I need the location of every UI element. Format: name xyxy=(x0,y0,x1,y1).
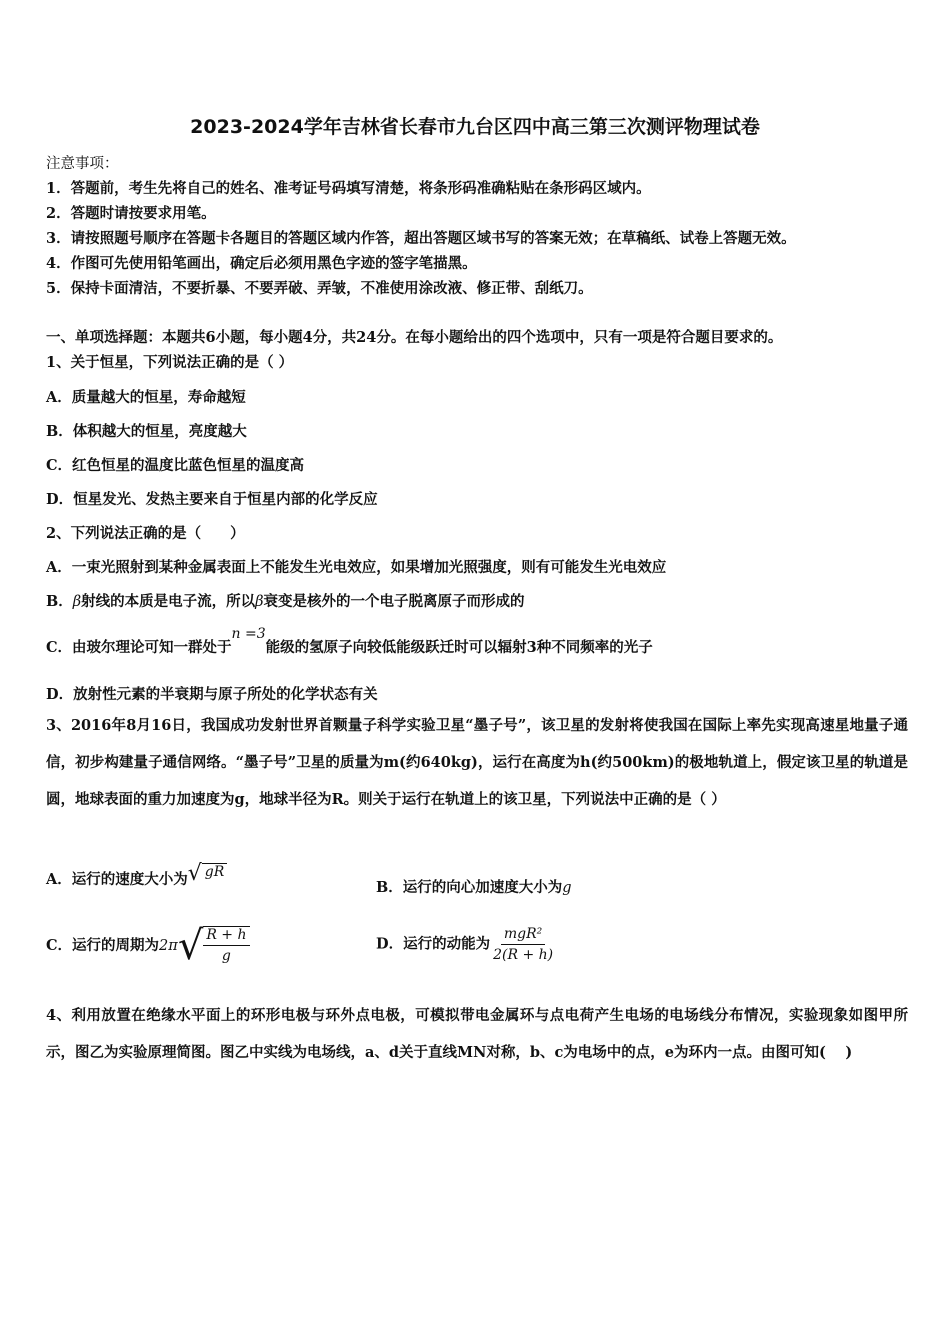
period-formula: √ $\frac{R + h}{g}$ xyxy=(178,926,250,966)
q3-option-c: C．运行的周期为2π √ $\frac{R + h}{g}$ xyxy=(46,926,250,966)
page-title: 2023-2024学年吉林省长春市九台区四中高三第三次测评物理试卷 xyxy=(190,116,760,138)
q4-stem: 4、利用放置在绝缘水平面上的环形电极与环外点电极，可模拟带电金属环与点电荷产生电场的电场线分布情况，实验现象如图甲所示，图乙为实验原理简图。图乙中实线为电场线，a、d关于直线MN对称，b、c为电场中的点，e为环内一点。由图可知( ) xyxy=(46,1007,908,1061)
q3-option-b: B．运行的向心加速度大小为g xyxy=(376,879,572,896)
notice-item-2: 2．答题时请按要求用笔。 xyxy=(46,205,216,222)
beta-symbol: β xyxy=(255,594,264,610)
q1-option-b: B．体积越大的恒星，亮度越大 xyxy=(46,423,247,440)
q3-option-a: A．运行的速度大小为 √ gR xyxy=(46,868,227,891)
notice-heading: 注意事项： xyxy=(46,156,119,172)
notice-item-3: 3．请按照题号顺序在答题卡各题目的答题区域内作答，超出答题区域书写的答案无效；在草稿纸、试卷上答题无效。 xyxy=(46,230,796,247)
q1-option-a: A．质量越大的恒星，寿命越短 xyxy=(46,389,246,406)
notice-item-1: 1．答题前，考生先将自己的姓名、准考证号码填写清楚，将条形码准确粘贴在条形码区域内。 xyxy=(46,180,651,197)
q1-option-c: C．红色恒星的温度比蓝色恒星的温度高 xyxy=(46,457,305,474)
q2-option-a: A．一束光照射到某种金属表面上不能发生光电效应，如果增加光照强度，则有可能发生光电效应 xyxy=(46,559,667,576)
section-heading: 一、单项选择题：本题共6小题，每小题4分，共24分。在每小题给出的四个选项中，只有一项是符合题目要求的。 xyxy=(46,329,783,346)
sqrt-formula: √ gR xyxy=(188,863,228,885)
q3-stem: 3、2016年8月16日，我国成功发射世界首颗量子科学实验卫星“墨子号”，该卫星的发射将使我国在国际上率先实现高速星地量子通信，初步构建量子通信网络。“墨子号”卫星的质量为m(约640kg)，运行在高度为h(约500km)的极地轨道上，假定该卫星的轨道是圆，地球表面的重力加速度为g，地球半径为R。则关于运行在轨道上的该卫星，下列说法中正确的是（ ） xyxy=(46,717,908,808)
notice-item-4: 4．作图可先使用铅笔画出，确定后必须用黑色字迹的签字笔描黑。 xyxy=(46,255,477,272)
q2-option-d: D．放射性元素的半衰期与原子所处的化学状态有关 xyxy=(46,686,378,703)
kinetic-energy-formula: $\frac{\text{mgR²}}{2(R + h)}$ xyxy=(493,926,554,963)
energy-level-formula: n =3 xyxy=(231,626,266,642)
notice-item-5: 5．保持卡面清洁，不要折暴、不要弄破、弄皱，不准使用涂改液、修正带、刮纸刀。 xyxy=(46,280,593,297)
q1-stem: 1、关于恒星，下列说法正确的是（ ） xyxy=(46,354,294,371)
q1-option-d: D．恒星发光、发热主要来自于恒星内部的化学反应 xyxy=(46,491,378,508)
q2-option-c: C．由玻尔理论可知一群处于n =3能级的氢原子向较低能级跃迁时可以辐射3种不同频率的光子 xyxy=(46,626,653,656)
q3-option-d: D．运行的动能为 $\frac{\text{mgR²}}{2(R + h)}$ xyxy=(376,926,556,963)
q2-stem: 2、下列说法正确的是（ ） xyxy=(46,525,245,542)
beta-symbol: β xyxy=(72,594,82,610)
q2-option-b: B．β射线的本质是电子流，所以β衰变是核外的一个电子脱离原子而形成的 xyxy=(46,593,525,610)
